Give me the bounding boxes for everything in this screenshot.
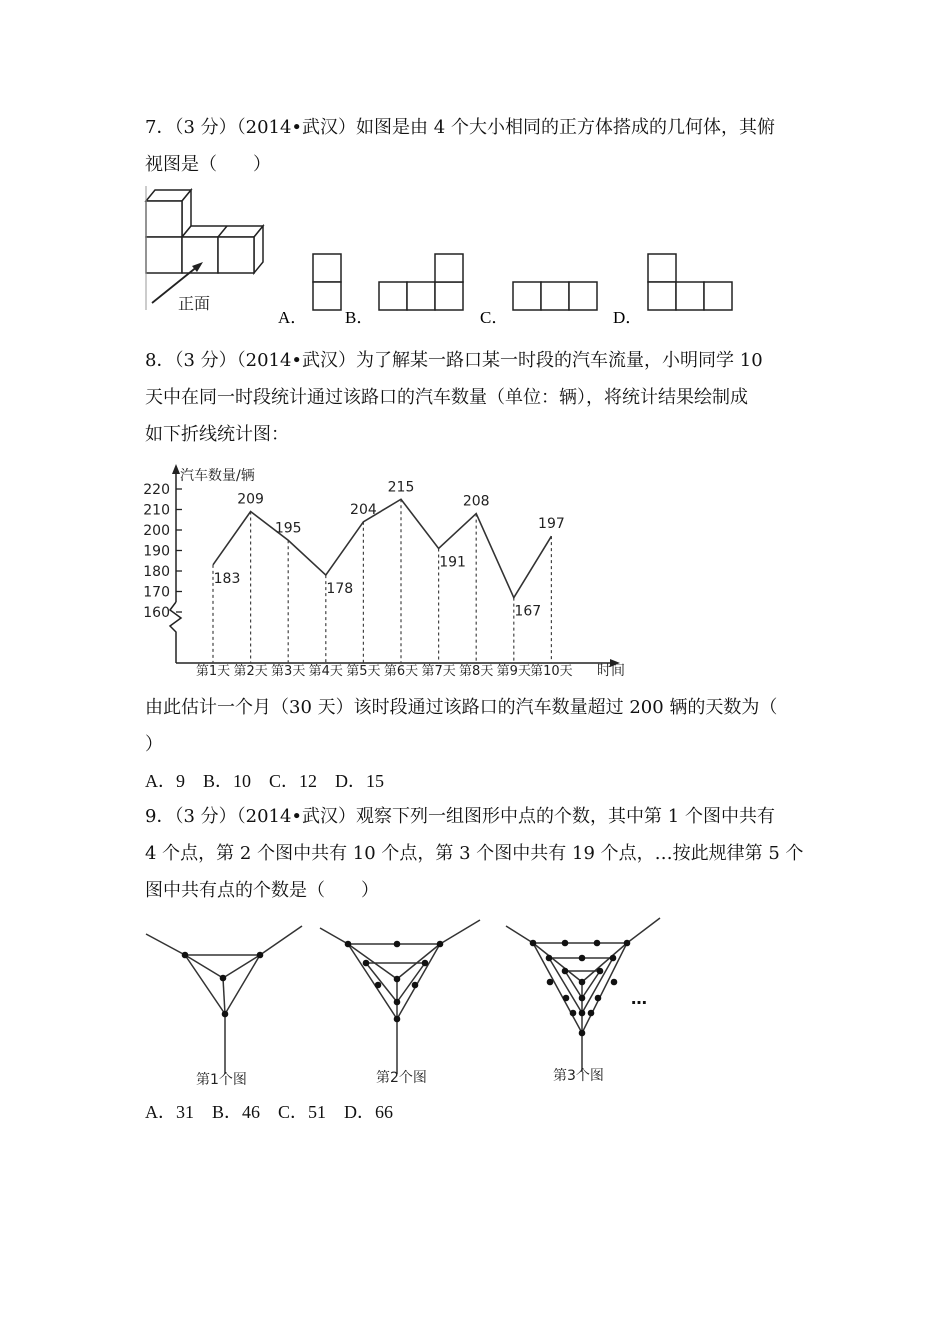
q9-ellipsis: … <box>631 989 647 1008</box>
q7-option-d-label: D． <box>613 308 643 327</box>
y-axis-label: 汽车数量/辆 <box>180 468 255 484</box>
q9-line-2: 4 个点，第 2 个图中共有 10 个点，第 3 个图中共有 19 个点，…按此规律第 5 个 <box>145 843 804 864</box>
q7-option-c-figure <box>513 282 597 310</box>
front-label: 正面 <box>178 294 211 313</box>
cube-front-2 <box>182 237 218 273</box>
q7-option-a-figure <box>313 254 341 310</box>
q9-answer-options: A．31 B．46 C．51 D．66 <box>145 1102 394 1122</box>
q7-option-a-label: A． <box>278 308 308 327</box>
y-tick-label: 170 <box>143 584 170 601</box>
y-tick-label: 180 <box>143 564 170 580</box>
q9-figure-3-label: 第3个图 <box>553 1068 604 1084</box>
data-label: 215 <box>387 479 415 496</box>
cube-front-1 <box>146 237 182 273</box>
q8-line-5: ） <box>145 734 163 755</box>
y-tick-label: 160 <box>143 605 170 621</box>
y-tick-label: 200 <box>143 523 170 539</box>
q8-line-chart <box>0 460 950 680</box>
y-tick-label: 210 <box>143 502 170 519</box>
x-tick-label: 第7天 <box>421 664 456 679</box>
y-tick-label: 220 <box>143 482 170 498</box>
series-line <box>213 499 551 597</box>
data-label: 204 <box>350 501 377 518</box>
data-label: 191 <box>439 554 466 571</box>
q7-line-1: 7．（3 分）（2014•武汉）如图是由 4 个大小相同的正方体搭成的几何体，其俯 <box>145 117 775 138</box>
data-label: 208 <box>462 493 490 510</box>
data-label: 209 <box>237 491 264 508</box>
cube-front-3 <box>218 237 254 273</box>
y-tick-label: 190 <box>143 543 170 560</box>
cube-front-face <box>146 201 182 237</box>
x-tick-label: 第4天 <box>308 664 343 679</box>
q7-line-2: 视图是（ ） <box>145 154 271 175</box>
x-tick-label: 第9天 <box>496 664 531 679</box>
data-label: 183 <box>213 570 241 587</box>
q7-option-d-figure <box>648 254 732 310</box>
data-label: 167 <box>514 603 542 620</box>
q7-option-b-figure <box>379 254 463 310</box>
q8-line-2: 天中在同一时段统计通过该路口的汽车数量（单位：辆），将统计结果绘制成 <box>145 387 748 408</box>
x-tick-label: 第8天 <box>459 664 494 679</box>
x-tick-label: 第1天 <box>195 664 231 679</box>
q9-figure-1 <box>146 926 302 1074</box>
data-label: 197 <box>538 516 565 533</box>
q9-line-1: 9．（3 分）（2014•武汉）观察下列一组图形中点的个数，其中第 1 个图中共有 <box>145 806 775 827</box>
q7-option-c-label: C． <box>480 308 509 327</box>
x-tick-label: 第10天 <box>530 664 573 679</box>
x-tick-label: 第2天 <box>233 664 268 679</box>
data-label: 178 <box>326 581 354 598</box>
x-tick-label: 第3天 <box>271 664 306 679</box>
x-axis-label: 时间 <box>597 663 625 679</box>
axis-break <box>170 602 181 663</box>
q9-line-3: 图中共有点的个数是（ ） <box>145 880 379 901</box>
q9-figure-2-label: 第2个图 <box>376 1070 427 1086</box>
x-tick-label: 第5天 <box>346 664 381 679</box>
data-label: 195 <box>274 520 302 537</box>
q7-option-b-label: B． <box>345 308 374 327</box>
x-tick-label: 第6天 <box>383 664 419 679</box>
q8-line-3: 如下折线统计图： <box>145 424 289 445</box>
q7-figure <box>140 186 760 328</box>
q9-figure-1-label: 第1个图 <box>196 1072 247 1088</box>
q8-answer-options: A．9 B．10 C．12 D．15 <box>145 771 385 791</box>
q8-line-1: 8．（3 分）（2014•武汉）为了解某一路口某一时段的汽车流量，小明同学 10 <box>145 350 763 371</box>
q8-line-4: 由此估计一个月（30 天）该时段通过该路口的汽车数量超过 200 辆的天数为（ <box>145 697 778 718</box>
q9-figures <box>140 912 680 1092</box>
